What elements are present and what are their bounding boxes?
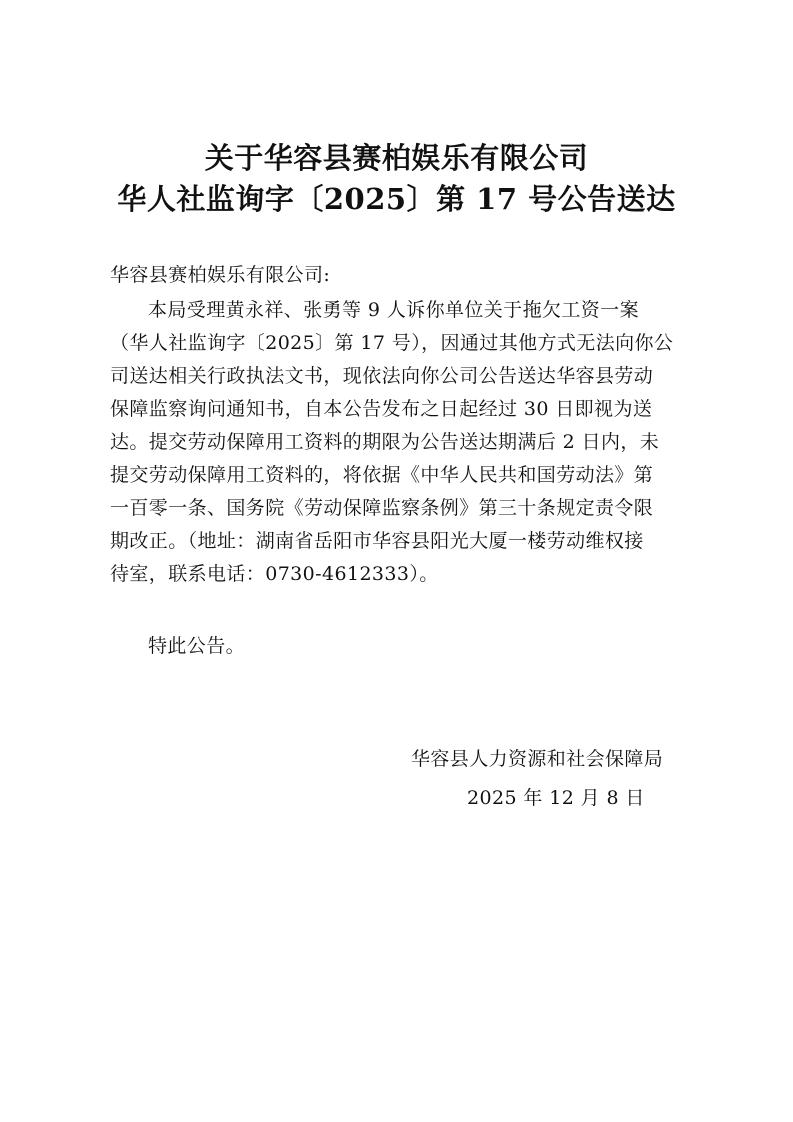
body-line: 提交劳动保障用工资料的，将依据《中华人民共和国劳动法》第 xyxy=(110,464,654,486)
body-line: 达。提交劳动保障用工资料的期限为公告送达期满后 2 日内，未 xyxy=(110,431,660,453)
body-line: 待室，联系电话：0730-4612333）。 xyxy=(110,563,439,585)
body-paragraph xyxy=(110,294,700,591)
addressee: 华容县赛柏娱乐有限公司: xyxy=(110,264,331,286)
body-line: 保障监察询问通知书，自本公告发布之日起经过 30 日即视为送 xyxy=(110,398,653,420)
body-line: 一百零一条、国务院《劳动保障监察条例》第三十条规定责令限 xyxy=(110,497,654,519)
body-line: 期改正。（地址：湖南省岳阳市华容县阳光大厦一楼劳动维权接 xyxy=(110,530,644,552)
closing-text: 特此公告。 xyxy=(148,635,246,657)
signature-organization: 华容县人力资源和社会保障局 xyxy=(411,748,664,770)
body-line: 本局受理黄永祥、张勇等 9 人诉你单位关于拖欠工资一案 xyxy=(148,299,639,321)
body-line: 司送达相关行政执法文书，现依法向你公司公告送达华容县劳动 xyxy=(110,365,654,387)
signature-date: 2025 年 12 月 8 日 xyxy=(467,787,645,809)
document-title-line-1: 关于华容县赛柏娱乐有限公司 xyxy=(204,141,589,175)
closing-paragraph xyxy=(110,630,700,663)
body-line: （华人社监询字〔2025〕第 17 号），因通过其他方式无法向你公 xyxy=(110,332,674,354)
document-title-line-2: 华人社监询字〔2025〕第 17 号公告送达 xyxy=(117,182,676,216)
